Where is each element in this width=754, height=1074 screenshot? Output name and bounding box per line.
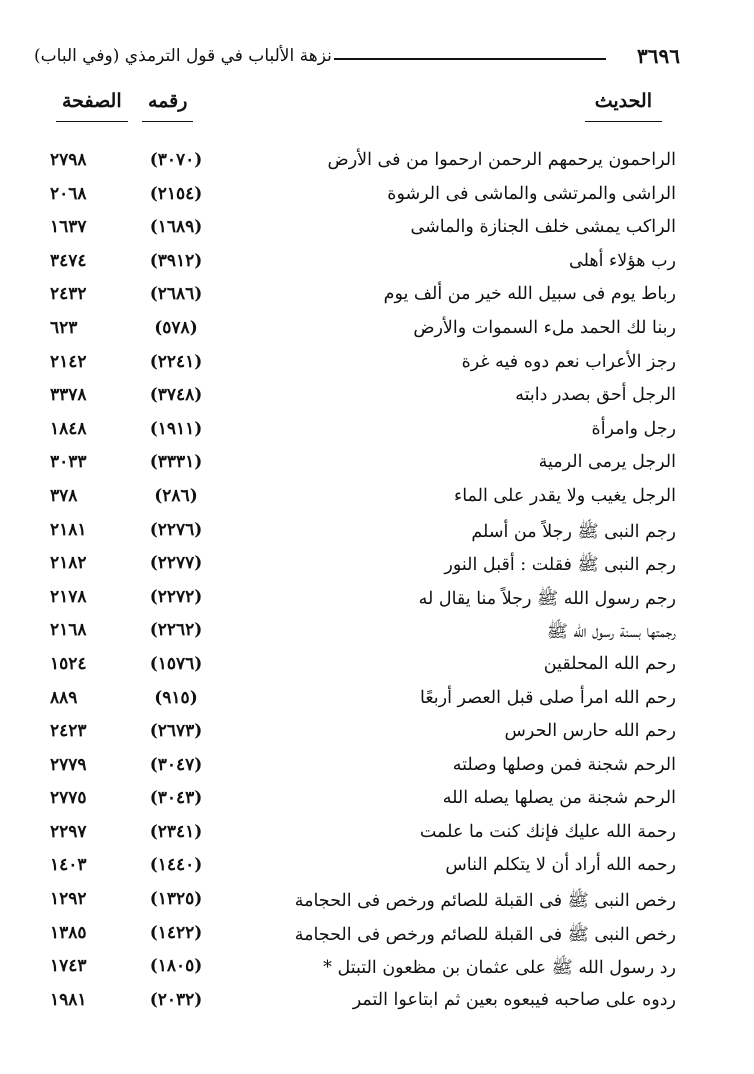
hadith-number: (١٤٢٢) — [149, 922, 203, 943]
hadith-number: (٢٢٧٢) — [149, 586, 203, 607]
list-item — [0, 448, 754, 482]
hadith-text: رجمتها بسنة رسول الله ﷺ — [546, 622, 676, 643]
hadith-text: الرجل يغيب ولا يقدر على الماء — [454, 485, 676, 506]
list-item — [0, 549, 754, 583]
hadith-number: (٣٠٧٠) — [149, 150, 203, 170]
page-reference: ٢٧٩٨ — [50, 150, 87, 170]
book-title: نزهة الألباب في قول الترمذي (وفي الباب) — [34, 46, 332, 66]
hadith-text: ربنا لك الحمد ملء السموات والأرض — [413, 317, 676, 338]
hadith-text: الرحم شجنة من يصلها يصله الله — [442, 788, 676, 809]
running-head — [34, 44, 680, 74]
list-item — [0, 381, 754, 415]
page-reference: ١٨٤٨ — [50, 418, 87, 439]
hadith-text: الرجل أحق بصدر دابته — [515, 385, 676, 406]
hadith-number: (٢١٥٤) — [149, 183, 203, 204]
list-item — [0, 616, 754, 650]
index-list — [0, 146, 754, 1019]
list-item — [0, 213, 754, 247]
hadith-number: (٢٨٦) — [154, 485, 198, 506]
hadith-text: رجم رسول الله ﷺ رجلاً منا يقال له — [418, 588, 676, 609]
hadith-number: (٢٢٧٧) — [149, 553, 203, 574]
column-header-page: الصفحة — [62, 90, 122, 112]
hadith-number: (١٤٤٠) — [149, 855, 203, 876]
page-reference: ٣٠٣٣ — [50, 452, 87, 473]
list-item — [0, 684, 754, 718]
hadith-number: (٢٦٨٦) — [149, 284, 203, 305]
hadith-number: (١٩١١) — [149, 418, 203, 439]
list-item — [0, 885, 754, 919]
list-item — [0, 986, 754, 1020]
page-reference: ١٩٨١ — [50, 989, 87, 1010]
page-reference: ١٢٩٢ — [50, 889, 87, 910]
hadith-text: رجز الأعراب نعم دوه فيه غرة — [461, 351, 676, 372]
page-reference: ٣٣٧٨ — [50, 385, 87, 406]
hadith-number: (٥٧٨) — [154, 317, 198, 338]
page-reference: ١٧٤٣ — [50, 956, 87, 977]
header-rule — [334, 58, 606, 60]
hadith-number: (٣٠٤٣) — [149, 788, 203, 809]
page-number: ٣٦٩٦ — [637, 44, 680, 68]
page-reference: ٢٤٣٢ — [50, 284, 87, 305]
list-item — [0, 348, 754, 382]
hadith-number: (٢٠٣٢) — [149, 989, 203, 1010]
list-item — [0, 818, 754, 852]
page-reference: ٢١٨٢ — [50, 553, 87, 574]
page-reference: ٢١٧٨ — [50, 586, 87, 607]
list-item — [0, 952, 754, 986]
hadith-text: رحم الله المحلقين — [543, 653, 676, 674]
list-item — [0, 851, 754, 885]
hadith-text: رد رسول الله ﷺ على عثمان بن مظعون التبتل * — [323, 958, 676, 979]
list-item — [0, 717, 754, 751]
page-reference: ٢٠٦٨ — [50, 183, 87, 204]
page-reference: ٢٧٧٩ — [50, 754, 87, 775]
list-item — [0, 247, 754, 281]
hadith-text: رحمة الله عليك فإنك كنت ما علمت — [419, 821, 676, 842]
hadith-number: (٢٢٧٦) — [149, 519, 203, 540]
hadith-number: (١٥٧٦) — [149, 653, 203, 674]
hadith-number: (٣٠٤٧) — [149, 754, 203, 775]
list-item — [0, 180, 754, 214]
list-item — [0, 314, 754, 348]
list-item — [0, 482, 754, 516]
list-item — [0, 516, 754, 550]
hadith-text: رجم النبى ﷺ رجلاً من أسلم — [471, 521, 676, 542]
hadith-number: (٣٧٤٨) — [149, 385, 203, 406]
hadith-text: الرحم شجنة فمن وصلها وصلته — [452, 754, 676, 775]
list-item — [0, 650, 754, 684]
page-reference: ١٥٢٤ — [50, 653, 87, 674]
hadith-text: رخص النبى ﷺ فى القبلة للصائم ورخص فى الحجامة — [294, 924, 676, 945]
hadith-number: (٩١٥) — [154, 687, 198, 708]
page-reference: ٢١٤٢ — [50, 351, 87, 372]
page-reference: ٣٧٨ — [50, 485, 78, 506]
hadith-text: رحمه الله أراد أن لا يتكلم الناس — [445, 855, 676, 876]
hadith-text: ردوه على صاحبه فيبعوه بعين ثم ابتاعوا التمر — [352, 989, 676, 1010]
hadith-text: الراكب يمشى خلف الجنازة والماشى — [410, 217, 676, 238]
hadith-text: الراشى والمرتشى والماشى فى الرشوة — [387, 183, 676, 204]
hadith-number: (٣٣٣١) — [149, 452, 203, 473]
page-reference: ٢١٦٨ — [50, 620, 87, 641]
hadith-text: الرجل يرمى الرمية — [538, 452, 676, 473]
hadith-number: (٢٢٦٢) — [149, 620, 203, 641]
page-reference: ٨٨٩ — [50, 687, 78, 708]
hadith-number: (١٣٢٥) — [149, 889, 203, 910]
list-item — [0, 415, 754, 449]
page-reference: ٢٧٧٥ — [50, 788, 87, 809]
page-reference: ١٦٣٧ — [50, 217, 87, 238]
hadith-text: رب هؤلاء أهلى — [569, 250, 676, 271]
hadith-number: (١٦٨٩) — [149, 217, 203, 238]
hadith-text: رباط يوم فى سبيل الله خير من ألف يوم — [383, 284, 676, 305]
hadith-number: (٢٦٧٣) — [149, 721, 203, 742]
hadith-number: (٢٣٤١) — [149, 821, 203, 842]
list-item — [0, 280, 754, 314]
hadith-number: (٢٢٤١) — [149, 351, 203, 372]
list-item — [0, 146, 754, 180]
page-reference: ٢٢٩٧ — [50, 821, 87, 842]
hadith-number: (١٨٠٥) — [149, 956, 203, 977]
list-item — [0, 784, 754, 818]
hadith-text: رحم الله امرأ صلى قبل العصر أربعًا — [420, 687, 676, 708]
hadith-number: (٣٩١٢) — [149, 250, 203, 271]
hadith-text: رحم الله حارس الحرس — [504, 721, 676, 742]
hadith-text: رخص النبى ﷺ فى القبلة للصائم ورخص فى الحجامة — [294, 891, 676, 912]
list-item — [0, 583, 754, 617]
hadith-text: رجم النبى ﷺ فقلت : أقبل النور — [444, 555, 676, 576]
page-reference: ١٤٠٣ — [50, 855, 87, 876]
page-reference: ٣٤٧٤ — [50, 250, 87, 271]
page-reference: ٦٢٣ — [50, 317, 78, 338]
column-header-hadith: الحديث — [591, 90, 656, 116]
list-item — [0, 919, 754, 953]
hadith-text: الراحمون يرحمهم الرحمن ارحموا من فى الأرض — [327, 150, 676, 170]
list-item — [0, 751, 754, 785]
page-reference: ١٣٨٥ — [50, 922, 87, 943]
column-header-number: رقمه — [148, 90, 188, 112]
page-reference: ٢٤٢٣ — [50, 721, 87, 742]
page-reference: ٢١٨١ — [50, 519, 87, 540]
hadith-text: رجل وامرأة — [591, 418, 676, 439]
